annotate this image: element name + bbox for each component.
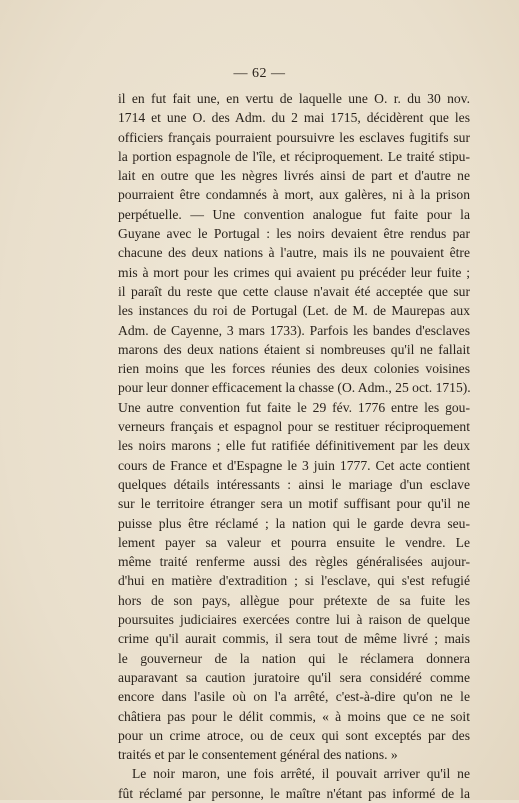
text-line: Guyane avec le Portugal : les noirs devaient être rendus par — [118, 226, 470, 242]
text-line: lement payer sa valeur et pourra ensuite le vendre. Le — [118, 534, 470, 550]
text-line: marons des deux nations étaient si nombreuses qu'il ne fallait — [118, 341, 470, 357]
text-line: le gouverneur de la nation qui le réclamera donnera — [118, 650, 470, 666]
text-line: puisse plus être réclamé ; la nation qui le garde devra seu- — [118, 515, 470, 531]
text-line: la portion espagnole de l'île, et réciproquement. Le traité stipu- — [118, 148, 470, 164]
text-line: il paraît du reste que cette clause n'avait été acceptée que sur — [118, 283, 470, 299]
text-line: pourraient être condamnés à mort, aux galères, ni à la prison — [118, 187, 470, 203]
text-line: Une autre convention fut faite le 29 fév. 1776 entre les gou- — [118, 399, 470, 415]
text-line: verneurs français et espagnol pour se restituer réciproquement — [118, 419, 470, 435]
text-line: sur le territoire étranger sera un motif suffisant pour qu'il ne — [118, 496, 470, 512]
text-line: châtiera pas pour le délit commis, « à moins que ce ne soit — [118, 708, 470, 724]
text-line: quelques détails intéressants : ainsi le mariage d'un esclave — [118, 476, 470, 492]
text-line: même traité renferme aussi des règles généralisées aujour- — [118, 554, 470, 570]
page-number: — 62 — — [233, 66, 286, 81]
text-line: cours de France et d'Espagne le 3 juin 1777. Cet acte contient — [118, 457, 470, 473]
text-line: les instances du roi de Portugal (Let. de M. de Maurepas aux — [118, 303, 470, 319]
text-line: d'hui en matière d'extradition ; si l'esclave, qui s'est refugié — [118, 573, 470, 589]
text-line: Le noir maron, une fois arrêté, il pouvait arriver qu'il ne — [132, 766, 470, 782]
text-line: les noirs marons ; elle fut ratifiée définitivement par les deux — [118, 438, 470, 454]
text-line: mis à mort pour les crimes qui avaient pu précéder leur fuite ; — [118, 264, 470, 280]
text-line: crime qu'il aurait commis, il sera tout de même livré ; mais — [118, 631, 470, 647]
text-line: il en fut fait une, en vertu de laquelle une O. r. du 30 nov. — [118, 91, 470, 106]
text-line: Adm. de Cayenne, 3 mars 1733). Parfois les bandes d'esclaves — [118, 322, 470, 338]
text-line: pour leur donner efficacement la chasse (O. Adm., 25 oct. 1715). — [118, 380, 471, 396]
text-line: officiers français pourraient poursuivre les esclaves fugitifs sur — [118, 129, 470, 145]
text-line: encore dans l'asile où on l'a arrêté, c'est-à-dire qu'on ne le — [118, 689, 470, 705]
text-line: traités et par le consentement général des nations. » — [118, 747, 398, 763]
text-line: perpétuelle. — Une convention analogue fut faite pour la — [118, 206, 470, 222]
text-line: rien moins que les forces réunies des deux colonies voisines — [118, 361, 470, 377]
text-line: chacune des deux nations à l'autre, mais ils ne pouvaient être — [118, 245, 470, 261]
text-line: 1714 et une O. des Adm. du 2 mai 1715, décidèrent que les — [118, 110, 470, 126]
text-line: poursuites judiciaires exercées contre lui à raison de quelque — [118, 612, 470, 628]
text-line: auparavant sa caution juratoire qu'il sera considéré comme — [118, 669, 470, 685]
body-text — [118, 89, 470, 803]
text-line: hors de son pays, allègue pour prétexte de sa fuite les — [118, 592, 470, 608]
text-line: pour un crime atroce, ou de ceux qui sont exceptés par des — [118, 727, 470, 743]
text-line: fût réclamé par personne, le maître n'étant pas informé de la — [118, 785, 470, 801]
text-line: lait en outre que les nègres livrés ainsi de part et d'autre ne — [118, 168, 470, 184]
